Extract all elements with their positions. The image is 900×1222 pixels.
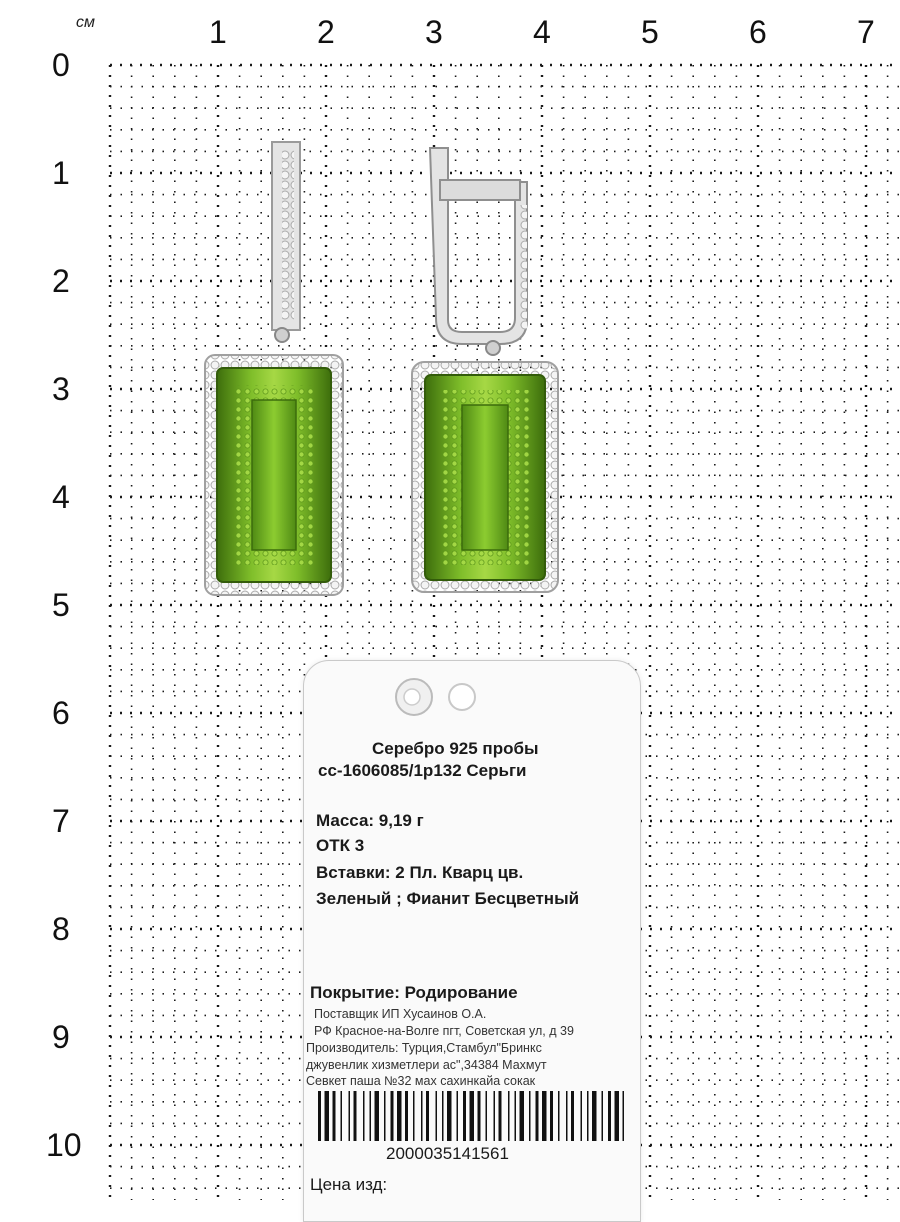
barcode-bar [442, 1091, 444, 1141]
ruler-left-label: 5 [52, 587, 70, 623]
ruler-left-label: 9 [52, 1019, 70, 1055]
tag-mass: Масса: 9,19 г [316, 811, 424, 830]
barcode-bar [499, 1091, 502, 1141]
tag-coating: Покрытие: Родирование [310, 983, 518, 1002]
barcode-bar [623, 1091, 625, 1141]
barcode-bar [515, 1091, 517, 1141]
ruler-left-label: 2 [52, 263, 70, 299]
barcode-bar [426, 1091, 429, 1141]
barcode-bar [508, 1091, 510, 1141]
barcode-bar [447, 1091, 452, 1141]
barcode-bar [391, 1091, 394, 1141]
barcode-bar [375, 1091, 380, 1141]
tag-metal: Серебро 925 пробы [372, 739, 539, 758]
barcode-bar [405, 1091, 408, 1141]
right-earring [412, 148, 558, 592]
barcode-bar [615, 1091, 620, 1141]
tag-supplier-2: РФ Красное-на-Волге пгт, Советская ул, д 39 [314, 1024, 574, 1038]
tag-supplier-5: Севкет паша №32 мах сахинкайа сокак [306, 1074, 536, 1088]
left-earring [205, 142, 343, 595]
barcode-bar [363, 1091, 365, 1141]
barcode-bar [587, 1091, 589, 1141]
barcode-bar [536, 1091, 539, 1141]
tag-price-label: Цена изд: [310, 1175, 388, 1194]
barcode-bar [529, 1091, 531, 1141]
barcode-bar [608, 1091, 611, 1141]
price-tag [303, 660, 641, 1222]
ruler-left-label: 8 [52, 911, 70, 947]
barcode-bar [592, 1091, 597, 1141]
tag-hole-icon [384, 673, 494, 723]
ruler-top-label: 3 [425, 14, 443, 50]
barcode-bar [341, 1091, 343, 1141]
ruler-top-label: 6 [749, 14, 767, 50]
ruler-top-label: 5 [641, 14, 659, 50]
tag-inserts-line1: Вставки: 2 Пл. Кварц цв. [316, 863, 524, 882]
ruler-left-label: 10 [46, 1127, 82, 1163]
barcode-bar [470, 1091, 475, 1141]
tag-supplier-4: джувенлик хизметлери ас",34384 Махмут [306, 1058, 547, 1072]
tag-inserts-line2: Зеленый ; Фианит Бесцветный [316, 889, 580, 908]
barcode-bar [542, 1091, 547, 1141]
barcode-bar [397, 1091, 402, 1141]
ruler-left-label: 4 [52, 479, 70, 515]
tag-article: сс-1606085/1р132 Серьги [318, 761, 527, 780]
ruler-top-label: 4 [533, 14, 551, 50]
barcode-bar [325, 1091, 330, 1141]
barcode-bar [520, 1091, 525, 1141]
barcode-bar [581, 1091, 583, 1141]
barcode-bar [370, 1091, 372, 1141]
barcode-number: 2000035141561 [386, 1144, 509, 1163]
tag-supplier-1: Поставщик ИП Хусаинов О.А. [314, 1007, 487, 1021]
barcode-bar [413, 1091, 415, 1141]
barcode-bar [421, 1091, 423, 1141]
ruler-left-label: 3 [52, 371, 70, 407]
ruler-top-label: 7 [857, 14, 875, 50]
barcode-bar [550, 1091, 553, 1141]
barcode-bar [457, 1091, 459, 1141]
ruler-left-label: 0 [52, 47, 70, 83]
barcode-bar [463, 1091, 466, 1141]
barcode-bar [602, 1091, 604, 1141]
barcode-bar [571, 1091, 574, 1141]
barcode-bar [478, 1091, 481, 1141]
barcode-bar [349, 1091, 351, 1141]
barcode [318, 1091, 624, 1141]
barcode-bar [318, 1091, 321, 1141]
ruler-left-label: 7 [52, 803, 70, 839]
ruler-left-label: 6 [52, 695, 70, 731]
ruler-top-label: 1 [209, 14, 227, 50]
tag-otk: ОТК 3 [316, 836, 365, 855]
barcode-bar [494, 1091, 496, 1141]
barcode-bar [558, 1091, 560, 1141]
barcode-bar [333, 1091, 336, 1141]
barcode-bar [486, 1091, 488, 1141]
barcode-bar [384, 1091, 386, 1141]
barcode-bar [436, 1091, 438, 1141]
tag-supplier-3: Производитель: Турция,Стамбул"Бринкс [306, 1041, 542, 1055]
barcode-bar [566, 1091, 568, 1141]
unit-label: см [76, 14, 95, 31]
ruler-top-label: 2 [317, 14, 335, 50]
barcode-bar [354, 1091, 357, 1141]
ruler-left-label: 1 [52, 155, 70, 191]
